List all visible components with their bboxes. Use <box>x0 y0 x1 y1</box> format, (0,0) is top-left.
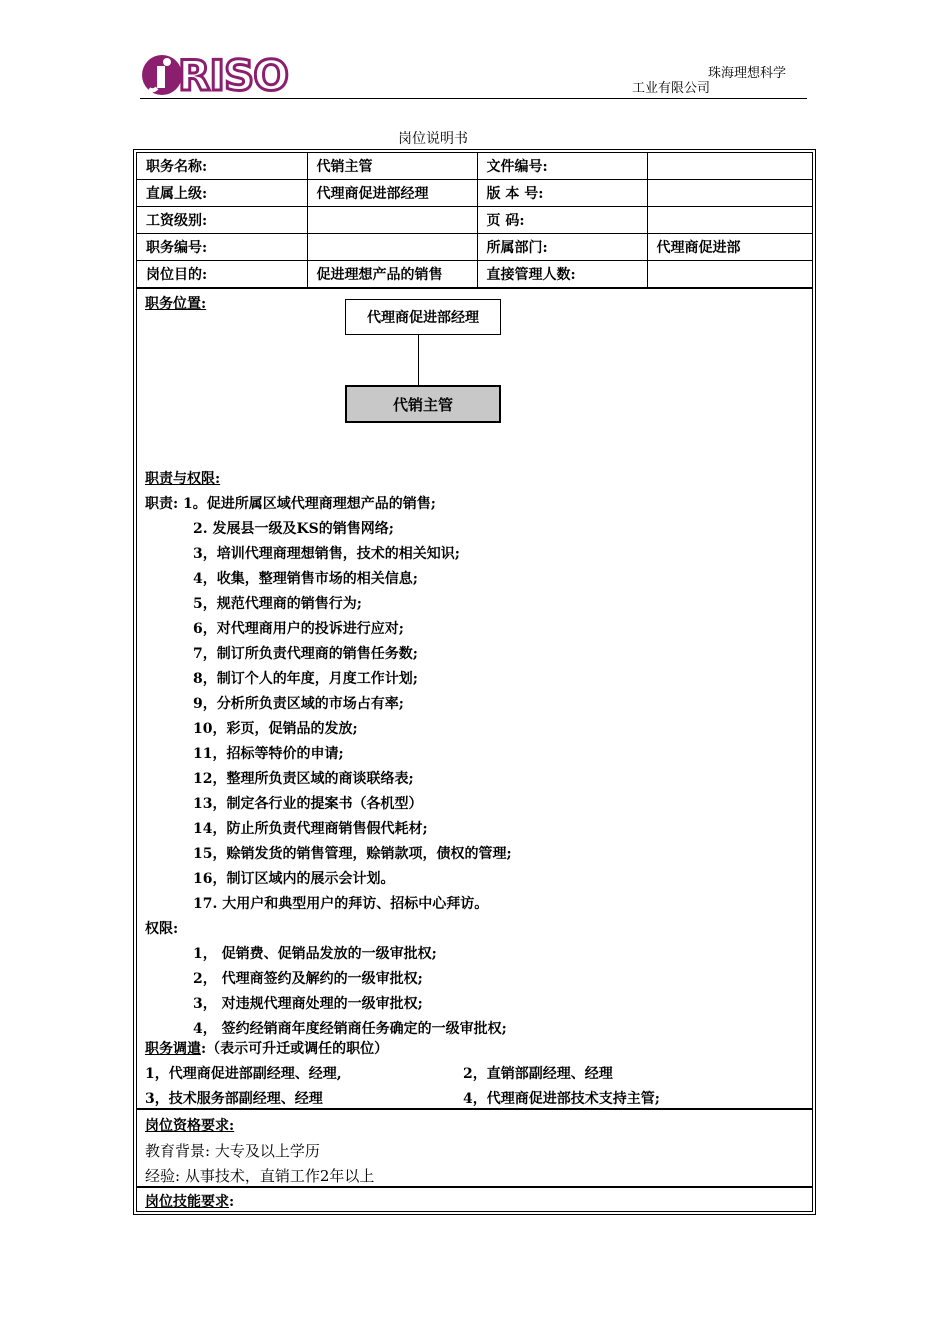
info-row <box>137 261 812 288</box>
duty-item: 3，培训代理商理想销售，技术的相关知识; <box>193 546 460 562</box>
duty-item: 7，制订所负责代理商的销售任务数; <box>193 646 418 662</box>
qualification-label: 岗位资格要求: <box>145 1118 235 1134</box>
info-row <box>137 207 812 234</box>
info-row <box>137 180 812 207</box>
transfer-label: 职务调遣 <box>145 1041 201 1057</box>
header-divider <box>140 98 807 99</box>
info-value: 促进理想产品的销售 <box>307 261 477 288</box>
duty-item: 16，制订区域内的展示会计划。 <box>193 871 395 887</box>
info-value <box>647 153 812 180</box>
authority-item: 2， 代理商签约及解约的一级审批权; <box>193 971 423 987</box>
info-label: 页 码: <box>477 207 647 234</box>
info-value: 代理商促进部 <box>647 234 812 261</box>
duty-item: 15，赊销发货的销售管理，赊销款项，债权的管理; <box>193 846 512 862</box>
duties-label: 职责与权限: <box>145 471 221 487</box>
job-description-form <box>133 149 816 1215</box>
info-label: 工资级别: <box>137 207 307 234</box>
info-value <box>647 180 812 207</box>
duty-item: 11，招标等特价的申请; <box>193 746 344 762</box>
duty-item: 2. 发展县一级及KS的销售网络; <box>193 521 394 537</box>
info-label: 职务名称: <box>137 153 307 180</box>
org-chart-connector <box>418 335 419 385</box>
duties-prefix: 职责: <box>145 496 179 512</box>
info-value <box>307 207 477 234</box>
duty-item: 1。促进所属区域代理商理想产品的销售; <box>183 496 436 512</box>
skills-colon: : <box>229 1194 235 1210</box>
experience-requirement: 经验: 从事技术，直销工作2年以上 <box>145 1167 375 1185</box>
info-row <box>137 153 812 180</box>
duty-item: 17. 大用户和典型用户的拜访、招标中心拜访。 <box>193 896 489 912</box>
info-label: 岗位目的: <box>137 261 307 288</box>
transfer-item: 4，代理商促进部技术支持主管; <box>463 1091 660 1107</box>
info-label: 文件编号: <box>477 153 647 180</box>
info-value <box>307 234 477 261</box>
duty-item: 13，制定各行业的提案书（各机型） <box>193 796 423 812</box>
transfer-item: 1，代理商促进部副经理、经理, <box>145 1066 342 1082</box>
duty-item: 12，整理所负责区域的商谈联络表; <box>193 771 414 787</box>
info-row <box>137 234 812 261</box>
duty-item: 5，规范代理商的销售行为; <box>193 596 362 612</box>
info-value: 代销主管 <box>307 153 477 180</box>
info-label: 直属上级: <box>137 180 307 207</box>
company-line-2: 工业有限公司 <box>632 81 711 96</box>
authority-item: 1， 促销费、促销品发放的一级审批权; <box>193 946 437 962</box>
duty-item: 8，制订个人的年度，月度工作计划; <box>193 671 418 687</box>
info-label: 直接管理人数: <box>477 261 647 288</box>
info-label: 版 本 号: <box>477 180 647 207</box>
riso-logo <box>140 52 300 98</box>
transfer-note: :（表示可升迁或调任的职位） <box>201 1041 389 1057</box>
transfer-item: 2，直销部副经理、经理 <box>463 1066 613 1082</box>
info-value <box>647 207 812 234</box>
document-title: 岗位说明书 <box>398 131 468 147</box>
authority-label: 权限: <box>145 921 179 937</box>
org-chart-supervisor-box: 代理商促进部经理 <box>345 299 501 335</box>
education-requirement: 教育背景: 大专及以上学历 <box>145 1142 320 1160</box>
authority-item: 4， 签约经销商年度经销商任务确定的一级审批权; <box>193 1021 507 1037</box>
authority-item: 3， 对违规代理商处理的一级审批权; <box>193 996 423 1012</box>
position-label: 职务位置: <box>145 296 207 312</box>
svg-text:RISO: RISO <box>178 52 288 98</box>
duty-item: 14，防止所负责代理商销售假代耗材; <box>193 821 428 837</box>
info-label: 职务编号: <box>137 234 307 261</box>
duty-item: 4，收集，整理销售市场的相关信息; <box>193 571 418 587</box>
skills-label: 岗位技能要求 <box>145 1194 229 1210</box>
duty-item: 6，对代理商用户的投诉进行应对; <box>193 621 404 637</box>
qualification-section <box>137 1108 812 1186</box>
duty-item: 10，彩页，促销品的发放; <box>193 721 358 737</box>
skills-section <box>137 1186 812 1214</box>
info-value <box>647 261 812 288</box>
info-value: 代理商促进部经理 <box>307 180 477 207</box>
duties-list <box>145 467 512 1042</box>
info-table <box>137 153 812 288</box>
company-line-1: 珠海理想科学 <box>708 66 787 81</box>
info-label: 所属部门: <box>477 234 647 261</box>
org-chart-current-position-box: 代销主管 <box>345 385 501 423</box>
main-section <box>137 288 812 1108</box>
duty-item: 9，分析所负责区域的市场占有率; <box>193 696 404 712</box>
transfer-section <box>145 1037 805 1112</box>
transfer-item: 3，技术服务部副经理、经理 <box>145 1091 323 1107</box>
